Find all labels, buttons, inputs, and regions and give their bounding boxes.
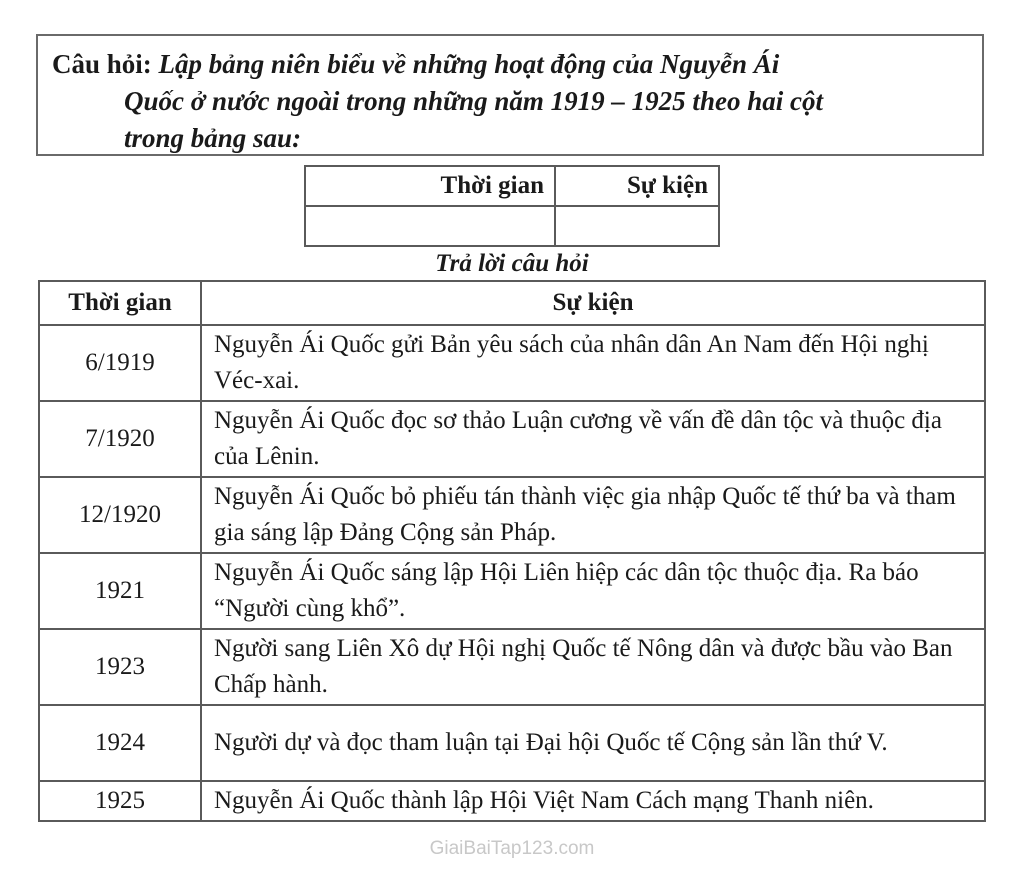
row-time: 1923	[39, 629, 201, 705]
row-time: 7/1920	[39, 401, 201, 477]
blank-template-table	[304, 165, 720, 247]
table-row	[39, 401, 985, 477]
table-row	[39, 781, 985, 821]
blank-table-header-time: Thời gian	[305, 166, 555, 206]
question-line-1	[52, 46, 968, 83]
question-text-line-3: trong bảng sau:	[124, 123, 302, 153]
blank-table-cell	[555, 206, 719, 246]
question-box	[36, 34, 984, 156]
table-row	[39, 705, 985, 781]
answer-table	[38, 280, 986, 822]
blank-table-header-row	[305, 166, 719, 206]
table-row	[39, 553, 985, 629]
question-prefix: Câu hỏi:	[52, 49, 152, 79]
question-text-line-1: Lập bảng niên biểu về những hoạt động của Nguyễn Ái	[158, 49, 780, 79]
answer-table-header-time: Thời gian	[39, 281, 201, 325]
blank-table-cell	[305, 206, 555, 246]
row-event: Nguyễn Ái Quốc bỏ phiếu tán thành việc gia nhập Quốc tế thứ ba và tham gia sáng lập Đảng Cộng sản Pháp.	[201, 477, 985, 553]
table-row	[39, 477, 985, 553]
watermark: GiaiBaiTap123.com	[429, 838, 595, 859]
row-event: Nguyễn Ái Quốc sáng lập Hội Liên hiệp các dân tộc thuộc địa. Ra báo “Người cùng khổ”.	[201, 553, 985, 629]
row-time: 12/1920	[39, 477, 201, 553]
row-time: 1924	[39, 705, 201, 781]
answer-table-header-event: Sự kiện	[201, 281, 985, 325]
table-row	[39, 325, 985, 401]
row-time: 6/1919	[39, 325, 201, 401]
row-time: 1925	[39, 781, 201, 821]
row-event: Nguyễn Ái Quốc gửi Bản yêu sách của nhân dân An Nam đến Hội nghị Véc-xai.	[201, 325, 985, 401]
row-event: Nguyễn Ái Quốc đọc sơ thảo Luận cương về vấn đề dân tộc và thuộc địa của Lênin.	[201, 401, 985, 477]
row-event: Người dự và đọc tham luận tại Đại hội Quốc tế Cộng sản lần thứ V.	[201, 705, 985, 781]
question-text-line-2: Quốc ở nước ngoài trong những năm 1919 – 1925 theo hai cột	[124, 86, 823, 116]
row-event: Người sang Liên Xô dự Hội nghị Quốc tế Nông dân và được bầu vào Ban Chấp hành.	[201, 629, 985, 705]
blank-table-empty-row	[305, 206, 719, 246]
row-event: Nguyễn Ái Quốc thành lập Hội Việt Nam Cách mạng Thanh niên.	[201, 781, 985, 821]
answer-heading: Trả lời câu hỏi	[435, 250, 589, 277]
answer-table-header-row	[39, 281, 985, 325]
table-row	[39, 629, 985, 705]
row-time: 1921	[39, 553, 201, 629]
blank-table-header-event: Sự kiện	[555, 166, 719, 206]
